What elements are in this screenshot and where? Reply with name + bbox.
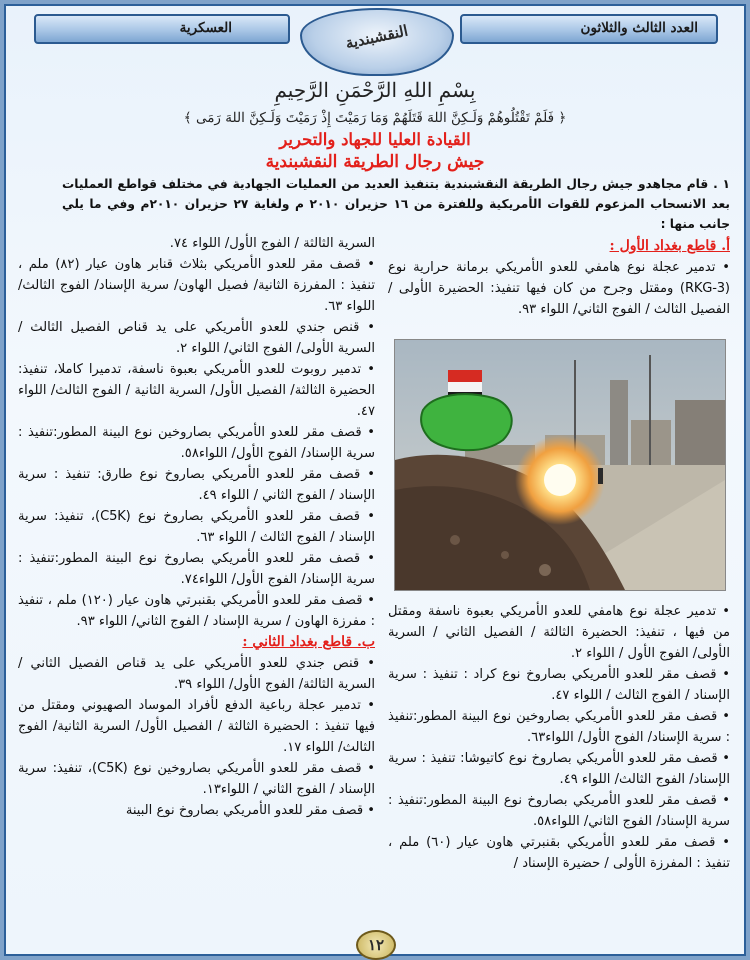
title-command: القيادة العليا للجهاد والتحرير [279, 130, 471, 149]
left-column [18, 233, 375, 821]
list-item: • تدمير عجلة نوع هامفي للعدو الأمريكي برمانة حرارية نوع (RKG-3) ومقتل وجرح من كان فيها تنفيذ: الحضيرة الأولى / الفصيل الثالث / الفوج الثاني/ اللواء ٩٣. [388, 260, 730, 317]
list-item: • قصف مقر للعدو الأمريكي بصاروخ نوع كاتيوشا: تنفيذ : سرية الإسناد/ الفوج الثالث/ اللواء ٤٩. [388, 751, 730, 787]
list-item: • قصف مقر للعدو الأمريكي بصاروخين نوع البينة المطور:تنفيذ : سرية الإسناد/ الفوج الأول/ اللواء٦٣. [388, 709, 730, 745]
list-item: • قصف مقر للعدو الأمريكي بقنبرتي هاون عيار (١٢٠) ملم ، تنفيذ : مفرزة الهاون / سرية الإسناد / الفوج الثاني/ اللواء ٩٣. [18, 593, 375, 629]
explosion-photo [394, 339, 726, 591]
list-item: • قصف مقر للعدو الأمريكي بصاروخ نوع البينة المطور:تنفيذ : سرية الإسناد/ الفوج الأول/ اللواء٧٤. [18, 551, 375, 587]
list-item: • قصف مقر للعدو الأمريكي بصاروخ نوع (C5K)، تنفيذ: سرية الإسناد / الفوج الثالث / اللواء ٦٣. [18, 509, 375, 545]
section-heading-baghdad-2: ب. قاطع بغداد الثاني : [242, 634, 375, 650]
page-number: ١٢ [356, 930, 396, 960]
list-item: • قنص جندي للعدو الأمريكي على يد قناص الفصيل الثالث / السرية الأولى/ الفوج الثاني/ اللواء ٢. [18, 320, 375, 356]
list-item: • تدمير روبوت للعدو الأمريكي بعبوة ناسفة، تدميرا كاملا، تنفيذ: الحضيرة الثالثة/ الفصيل الأول/ السرية الثانية / الفوج الثالث/ اللواء ٤٧. [18, 362, 375, 419]
list-item: • قصف مقر للعدو الأمريكي بصاروخ نوع كراد : تنفيذ : سرية الإسناد / الفوج الثالث / اللواء ٤٧. [388, 667, 730, 703]
quran-verse: ﴿ فَلَمْ تَقْتُلُوهُمْ وَلَـكِنَّ اللهَ قَتَلَهُمْ وَمَا رَمَيْتَ إِذْ رَمَيْتَ وَلَـكِنَّ اللهَ رَمَى ﴾ [183, 110, 567, 126]
list-item: • قصف مقر للعدو الأمريكي بثلاث قنابر هاون عيار (٨٢) ملم ، تنفيذ : المفرزة الثانية/ فصيل الهاون/ سرية الإسناد/ الفوج الثالث/ اللواء ٦٣. [18, 257, 375, 314]
list-item: السرية الثالثة / الفوج الأول/ اللواء ٧٤. [169, 236, 375, 251]
section-heading-baghdad-1: أ. قاطع بغداد الأول : [609, 238, 730, 254]
issue-banner: العدد الثالث والثلاثون [460, 14, 718, 44]
list-item: • تدمير عجلة رباعية الدفع لأفراد الموساد الصهيوني ومقتل من فيها تنفيذ : الحضيرة الثالثة / الفصيل الأول/ السرية الثانية/ الفوج الثالث/ اللواء ١٧. [18, 698, 375, 755]
list-item: • قصف مقر للعدو الأمريكي بصاروخين نوع البينة المطور:تنفيذ : سرية الإسناد/ الفوج الأول/ اللواء٥٨. [18, 425, 375, 461]
right-column-top [388, 236, 730, 320]
list-item: • قصف مقر للعدو الأمريكي بصاروخ نوع طارق: تنفيذ : سرية الإسناد / الفوج الثاني / اللواء ٤٩. [18, 467, 375, 503]
list-item: • قصف مقر للعدو الأمريكي بصاروخ نوع البينة المطور:تنفيذ : سرية الإسناد/ الفوج الثاني/ اللواء٥٨. [388, 793, 730, 829]
list-item: • قصف مقر للعدو الأمريكي بصاروخين نوع (C5K)، تنفيذ: سرية الإسناد / الفوج الثاني / اللواء١٣. [18, 761, 375, 797]
intro-paragraph: ١ . قام مجاهدو جيش رجال الطريقة النقشبندية بتنفيذ العديد من العمليات الجهادية في مختلف قواطع العمليات بعد الانسحاب المزعوم للقوات الأمريكية وللفترة من ١٦ حزيران ٢٠١٠ م ولغاية ٢٧ حزيران ٢٠١٠م وفي ما يلي جانب منها : [62, 177, 730, 231]
right-column-bottom [388, 601, 730, 874]
magazine-name: النقشبندية [344, 21, 410, 53]
basmala: بِسْمِ اللهِ الرَّحْمَنِ الرَّحِيمِ [274, 78, 476, 102]
list-item: • قنص جندي للعدو الأمريكي على يد قناص الفصيل الثاني / السرية الثالثة/ الفوج الأول/ اللواء ٣٩. [18, 656, 375, 692]
title-army: جيش رجال الطريقة النقشبندية [265, 152, 485, 172]
section-banner: العسكرية [34, 14, 290, 44]
list-item: • تدمير عجلة نوع هامفي للعدو الأمريكي بعبوة ناسفة ومقتل من فيها ، تنفيذ: الحضيرة الثالثة / الفصيل الثاني / السرية الأولى/ الفوج الأول / اللواء ٢. [388, 604, 730, 661]
list-item: • قصف مقر للعدو الأمريكي بقنبرتي هاون عيار (٦٠) ملم ، تنفيذ : المفرزة الأولى / حضيرة الإسناد / [388, 835, 730, 871]
list-item: • قصف مقر للعدو الأمريكي بصاروخ نوع البينة [125, 803, 375, 818]
explosion-photo-illustration [395, 340, 725, 590]
